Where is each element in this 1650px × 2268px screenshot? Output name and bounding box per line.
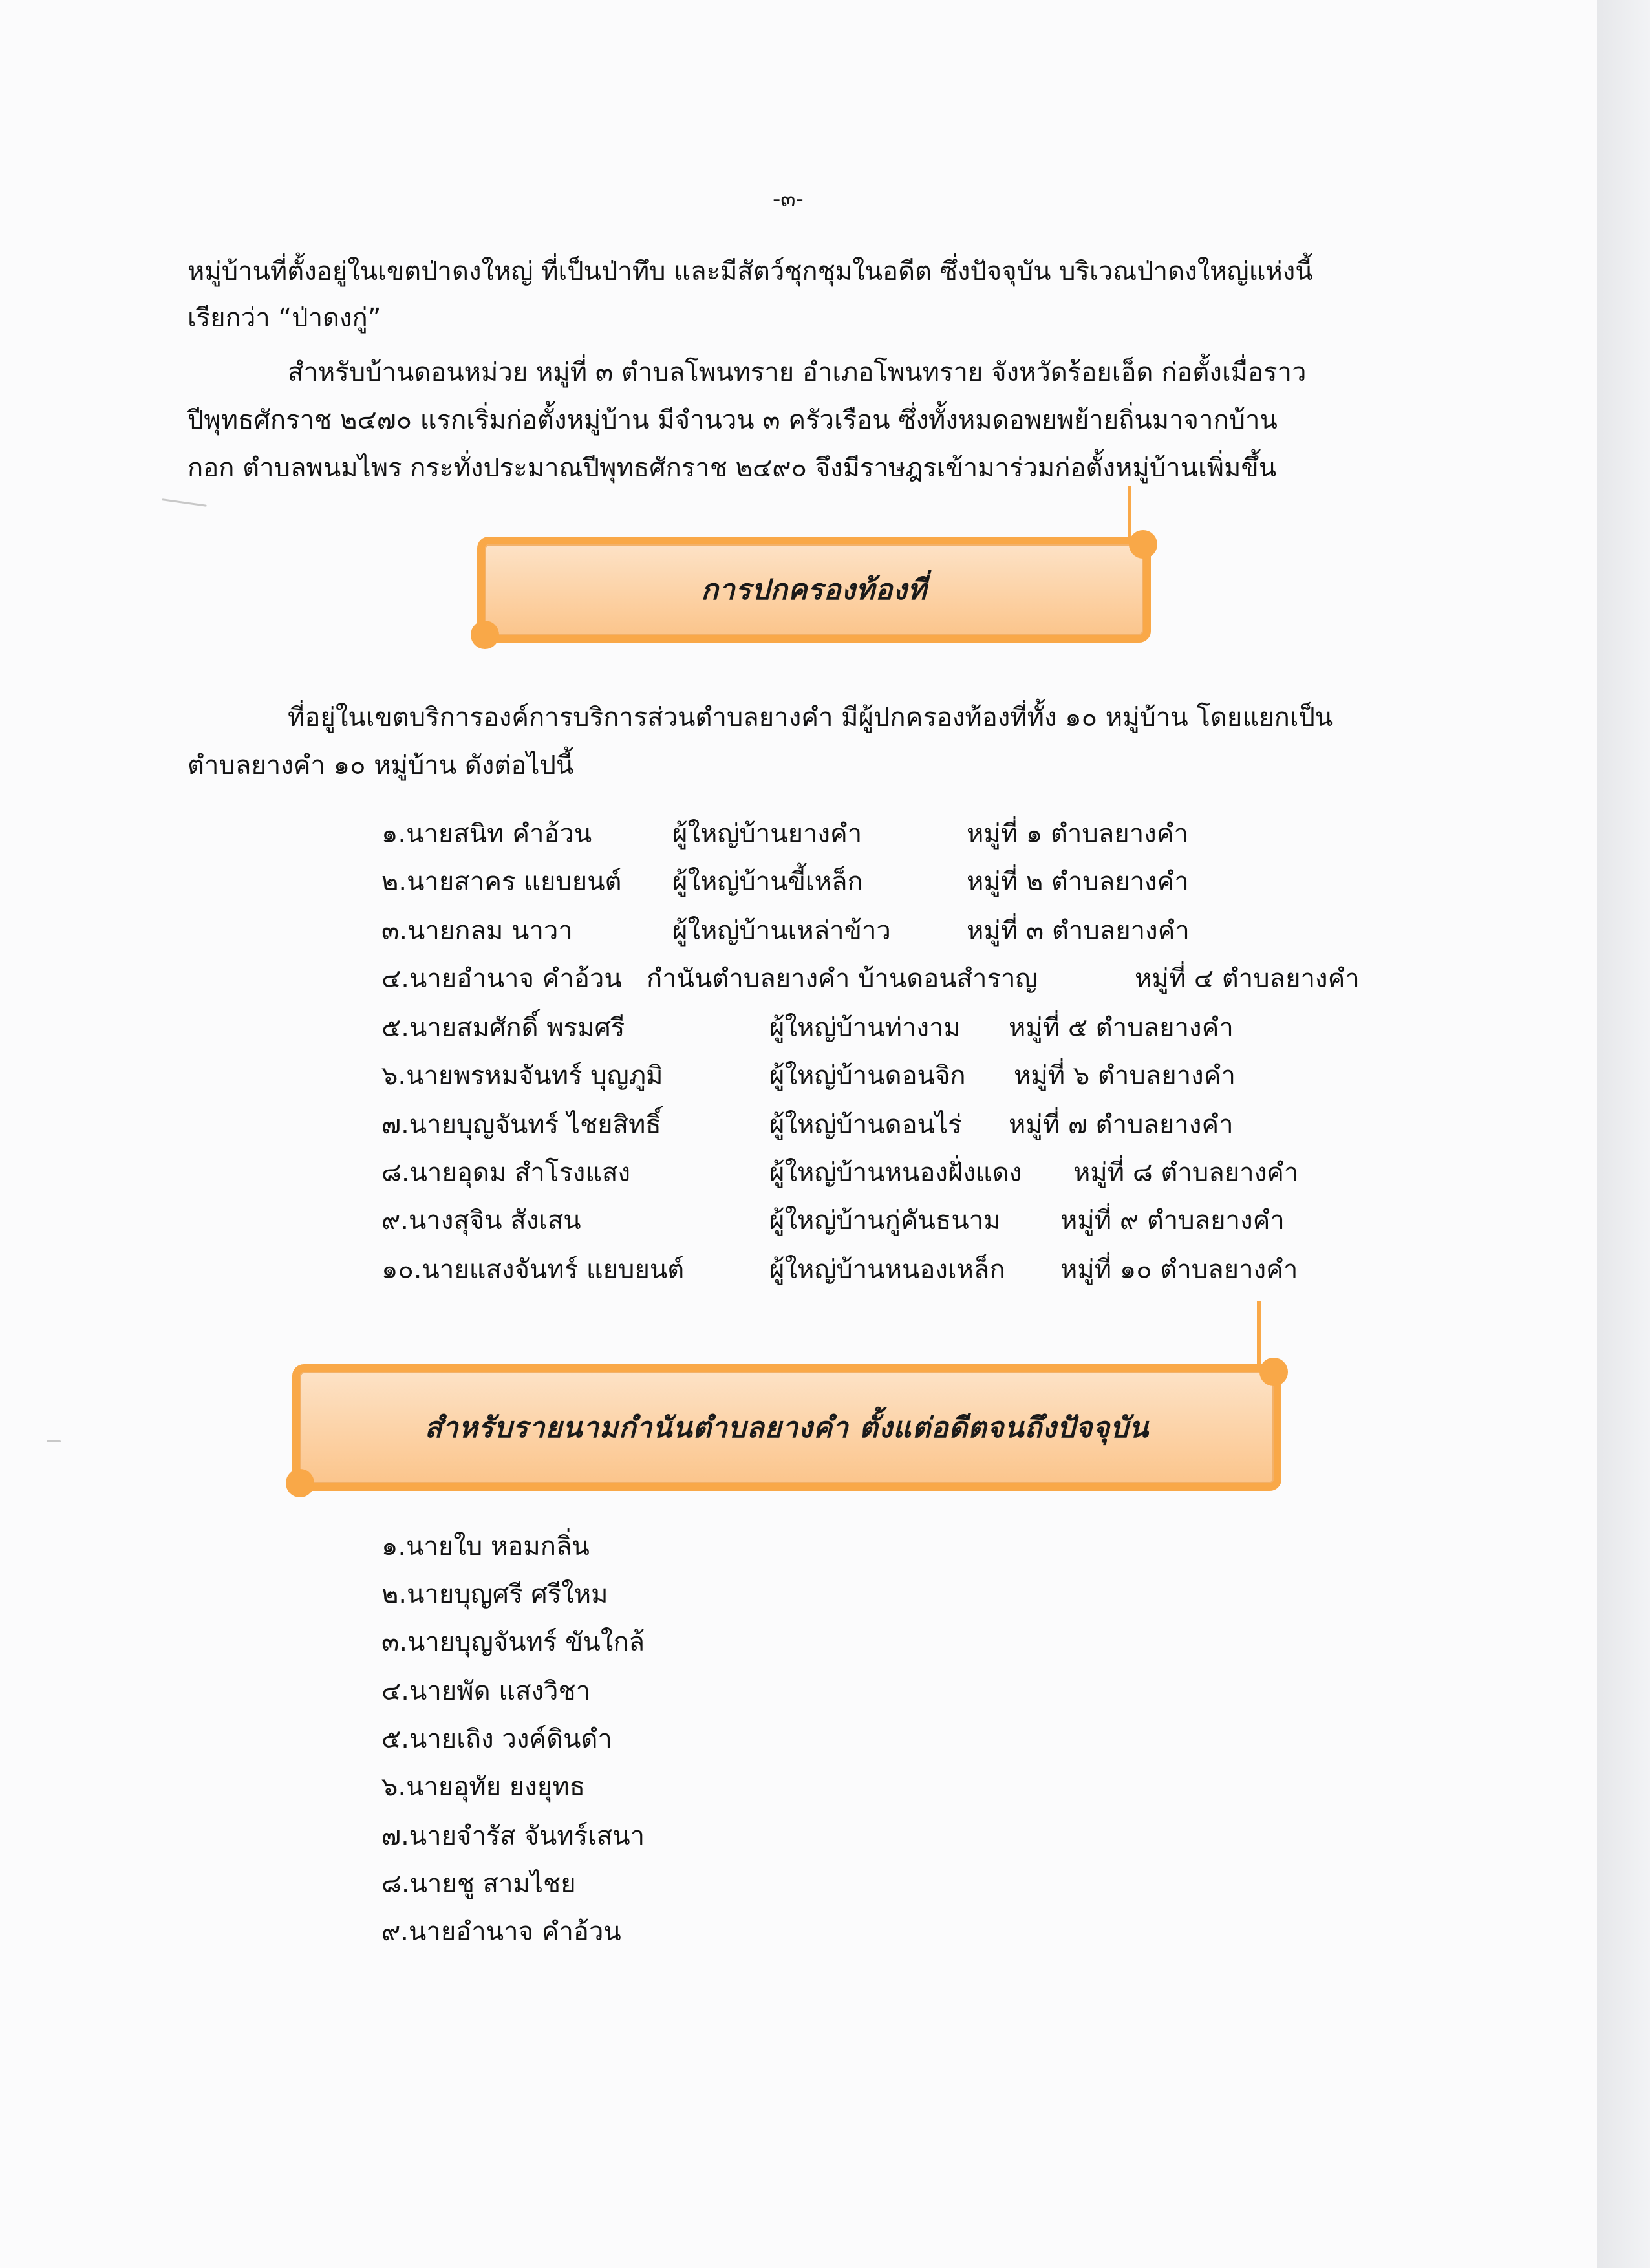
leader-name: ๘.นายอุดม สำโรงแสง (381, 1158, 630, 1188)
leader-village: หมู่ที่ ๗ ตำบลยางคำ (1009, 1110, 1234, 1140)
leader-name: ๑.นายสนิท คำอ้วน (381, 819, 592, 849)
intro-line-1: หมู่บ้านที่ตั้งอยู่ในเขตป่าดงใหญ่ ที่เป็นป่าทึบ และมีสัตว์ชุกชุมในอดีต ซึ่งปัจจุบัน บริเวณป่าดงใหญ่แห่งนี้ (188, 257, 1313, 286)
list-item: ๘.นายชู สามไชย (381, 1869, 576, 1899)
list-item: ๙.นายอำนาจ คำอ้วน (381, 1917, 621, 1947)
banner-ribbon-tail (1128, 486, 1131, 538)
list-item: ๑.นายใบ หอมกลิ่น (381, 1532, 590, 1561)
history-line-2: ปีพุทธศักราช ๒๔๗๐ แรกเริ่มก่อตั้งหมู่บ้าน มีจำนวน ๓ ครัวเรือน ซึ่งทั้งหมดอพยพย้ายถิ่นมาจากบ้าน (188, 405, 1278, 435)
leader-name: ๒.นายสาคร แยบยนต์ (381, 867, 622, 897)
leader-village: หมู่ที่ ๕ ตำบลยางคำ (1009, 1013, 1234, 1043)
list-item: ๒.นายบุญศรี ศรีใหม (381, 1579, 608, 1609)
section-title: การปกครองท้องที่ (701, 573, 927, 606)
leader-name: ๙.นางสุจิน สังเสน (381, 1206, 581, 1236)
leader-position: ผู้ใหญ่บ้านหนองฝั่งแดง (769, 1158, 1022, 1188)
leader-name: ๓.นายกลม นาวา (381, 916, 573, 946)
leader-village: หมู่ที่ ๑๐ ตำบลยางคำ (1060, 1255, 1298, 1285)
leader-position: กำนันตำบลยางคำ บ้านดอนสำราญ (647, 964, 1038, 994)
leader-position: ผู้ใหญ่บ้านดอนไร่ (769, 1110, 962, 1140)
governance-intro-line-1: ที่อยู่ในเขตบริการองค์การบริการส่วนตำบลยางคำ มีผู้ปกครองท้องที่ทั้ง ๑๐ หมู่บ้าน โดยแยกเป็น (288, 703, 1333, 733)
leader-position: ผู้ใหญ่บ้านหนองเหล็ก (769, 1255, 1005, 1285)
banner-scroll-curl (286, 1469, 314, 1497)
list-item: ๔.นายพัด แสงวิชา (381, 1676, 591, 1706)
leader-village: หมู่ที่ ๙ ตำบลยางคำ (1060, 1206, 1285, 1236)
section-banner-local-governance (477, 537, 1151, 643)
list-item: ๕.นายเถิง วงค์ดินดำ (381, 1724, 612, 1754)
leader-position: ผู้ใหญ่บ้านท่างาม (769, 1013, 961, 1043)
page-number: -๓- (773, 186, 804, 212)
scan-page-edge (1597, 0, 1650, 2268)
section-banner-kamnan-list (292, 1364, 1281, 1491)
leader-village: หมู่ที่ ๑ ตำบลยางคำ (967, 819, 1188, 849)
leader-position: ผู้ใหญ่บ้านดอนจิก (769, 1061, 966, 1091)
leader-name: ๖.นายพรหมจันทร์ บุญภูมิ (381, 1061, 663, 1091)
leader-position: ผู้ใหญ่บ้านเหล่าข้าว (672, 916, 891, 946)
scan-smudge (162, 498, 207, 507)
leader-village: หมู่ที่ ๔ ตำบลยางคำ (1135, 964, 1360, 994)
leader-village: หมู่ที่ ๒ ตำบลยางคำ (967, 867, 1189, 897)
leader-name: ๔.นายอำนาจ คำอ้วน (381, 964, 622, 994)
governance-intro-line-2: ตำบลยางคำ ๑๐ หมู่บ้าน ดังต่อไปนี้ (188, 751, 574, 780)
leader-name: ๗.นายบุญจันทร์ ไชยสิทธิ์ (381, 1110, 661, 1140)
banner-scroll-curl (1259, 1358, 1288, 1386)
banner-ribbon-tail (1257, 1301, 1261, 1365)
intro-line-2: เรียกว่า “ป่าดงกู่” (188, 303, 381, 333)
list-item: ๖.นายอุทัย ยงยุทธ (381, 1772, 586, 1802)
leader-position: ผู้ใหญ่บ้านขี้เหล็ก (672, 867, 863, 897)
scan-smudge (47, 1440, 61, 1442)
list-item: ๗.นายจำรัส จันทร์เสนา (381, 1821, 645, 1851)
leader-village: หมู่ที่ ๓ ตำบลยางคำ (967, 916, 1190, 946)
banner-scroll-curl (1129, 530, 1157, 559)
history-line-1: สำหรับบ้านดอนหม่วย หมู่ที่ ๓ ตำบลโพนทราย อำเภอโพนทราย จังหวัดร้อยเอ็ด ก่อตั้งเมื่อราว (288, 358, 1307, 387)
section-title: สำหรับรายนามกำนันตำบลยางคำ ตั้งแต่อดีตจนถึงปัจจุบัน (424, 1411, 1150, 1444)
leader-name: ๕.นายสมศักดิ์ พรมศรี (381, 1013, 625, 1043)
leader-position: ผู้ใหญ่บ้านกู่คันธนาม (769, 1206, 1001, 1236)
leader-village: หมู่ที่ ๘ ตำบลยางคำ (1073, 1158, 1299, 1188)
leader-village: หมู่ที่ ๖ ตำบลยางคำ (1014, 1061, 1236, 1091)
banner-scroll-curl (471, 621, 499, 649)
leader-position: ผู้ใหญ่บ้านยางคำ (672, 819, 862, 849)
list-item: ๓.นายบุญจันทร์ ขันใกล้ (381, 1627, 645, 1657)
history-line-3: กอก ตำบลพนมไพร กระทั่งประมาณปีพุทธศักราช ๒๔๙๐ จึงมีราษฎรเข้ามาร่วมก่อตั้งหมู่บ้านเพิ่มขึ้น (188, 453, 1277, 483)
leader-name: ๑๐.นายแสงจันทร์ แยบยนต์ (381, 1255, 685, 1285)
